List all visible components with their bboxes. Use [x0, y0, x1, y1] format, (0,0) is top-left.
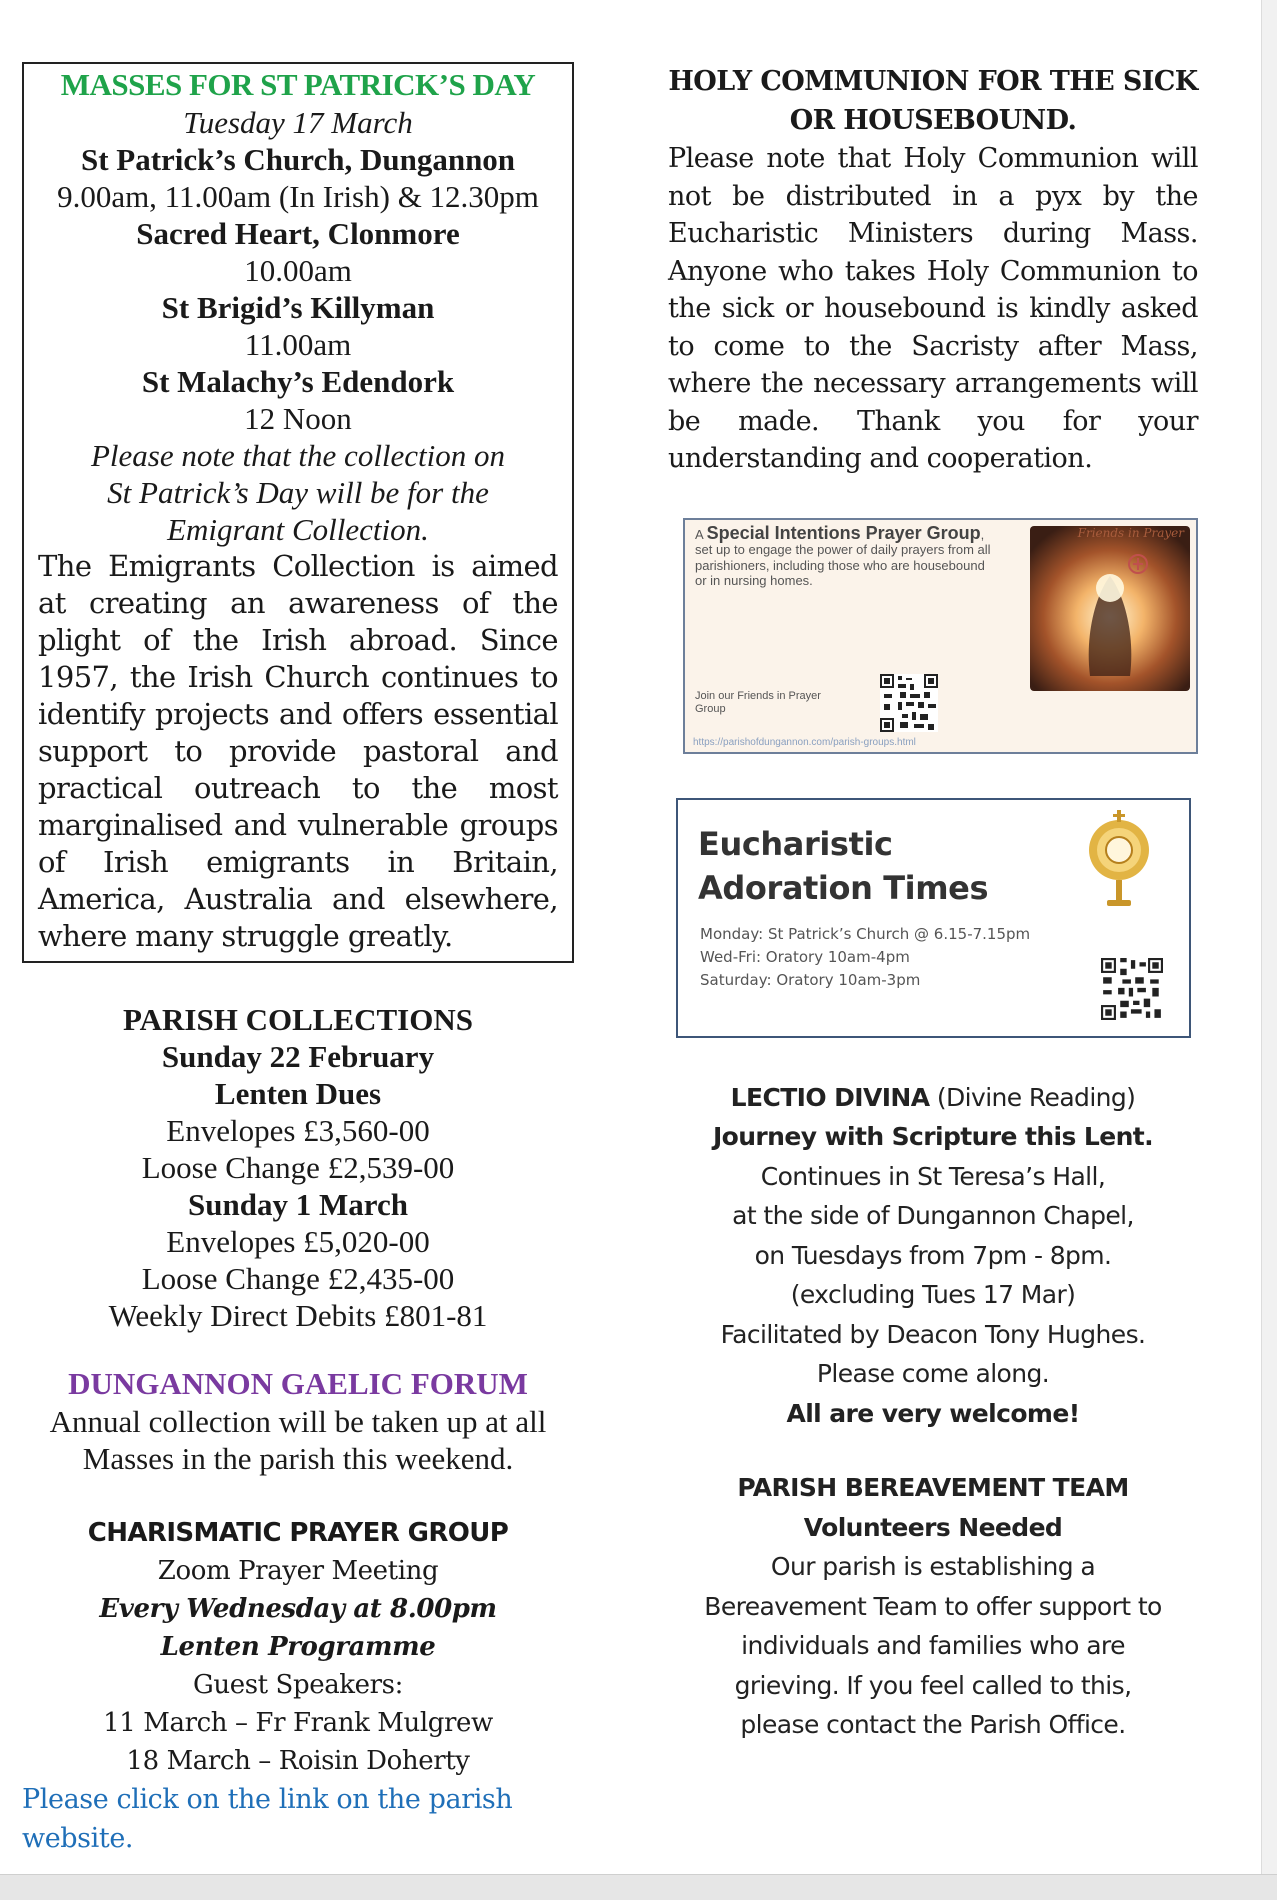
gaelic-forum-text: Masses in the parish this weekend.	[82, 1441, 514, 1476]
prayer-group-poster	[683, 518, 1198, 754]
charismatic-speaker: 11 March – Fr Frank Mulgrew	[103, 1708, 493, 1738]
bereavement-subtitle: Volunteers Needed	[803, 1512, 1063, 1542]
lectio-title	[668, 1078, 1198, 1118]
adoration-saturday: Saturday: Oratory 10am-3pm	[700, 970, 921, 989]
lectio-line: (excluding Tues 17 Mar)	[790, 1280, 1076, 1309]
lectio-welcome: All are very welcome!	[786, 1398, 1080, 1428]
lectio-title-bold: LECTIO DIVINA	[730, 1082, 930, 1112]
church-times: 11.00am	[244, 327, 352, 362]
charismatic-speaker: 18 March – Roisin Doherty	[126, 1746, 470, 1776]
adoration-schedule	[700, 923, 1030, 992]
collections-loose-change: Loose Change £2,539-00	[141, 1150, 455, 1185]
parish-website-link[interactable]: Please click on the link on the parish website.	[22, 1784, 513, 1854]
church-times: 9.00am, 11.00am (In Irish) & 12.30pm	[57, 179, 539, 214]
lectio-line: at the side of Dungannon Chapel,	[732, 1201, 1134, 1230]
gaelic-forum-text: Annual collection will be taken up at all	[49, 1404, 547, 1439]
church-name: Sacred Heart, Clonmore	[136, 216, 460, 251]
friends-in-prayer-script: Friends in Prayer	[1077, 525, 1184, 540]
gaelic-forum-title: DUNGANNON GAELIC FORUM	[68, 1366, 528, 1401]
church-times: 12 Noon	[244, 401, 352, 436]
parish-collections	[22, 1001, 574, 1334]
masses-title: MASSES FOR ST PATRICK’S DAY	[60, 67, 536, 102]
lectio-divina	[668, 1078, 1198, 1745]
prayer-group-url[interactable]: https://parishofdungannon.com/parish-groups.html	[693, 736, 916, 748]
charismatic-programme: Lenten Programme	[160, 1632, 436, 1662]
lectio-line: Continues in St Teresa’s Hall,	[760, 1161, 1106, 1191]
adoration-wed-fri: Wed-Fri: Oratory 10am-4pm	[700, 947, 910, 966]
adoration-monday: Monday: St Patrick’s Church @ 6.15-7.15pm	[700, 924, 1031, 943]
eucharistic-adoration-poster	[676, 798, 1191, 1038]
lectio-line: Please come along.	[816, 1359, 1050, 1388]
st-patricks-masses-box	[22, 62, 574, 963]
prayer-group-title: Special Intentions Prayer Group	[706, 522, 981, 543]
prayer-group-lead: A	[695, 526, 703, 542]
join-prayer-group-text: Join our Friends in Prayer Group	[695, 689, 821, 715]
adoration-qr-code-icon[interactable]	[1101, 958, 1163, 1020]
vertical-scrollbar[interactable]	[1261, 0, 1277, 1900]
collections-date: Sunday 1 March	[188, 1187, 408, 1222]
adoration-title-line: Eucharistic	[698, 824, 893, 863]
collections-date: Sunday 22 February	[161, 1039, 435, 1074]
collection-note-line: Emigrant Collection.	[167, 512, 429, 547]
praying-hands-image	[1030, 526, 1190, 691]
emigrant-collection-text: The Emigrants Collection is aimed at creating an awareness of the plight of the Irish abroad. Since 1957, the Irish Church continues to identify projects and offers essential support to provide pastoral and practical outreach to the most marginalised and vulnerable groups of Irish emigrants in Britain, America, Australia and elsewhere, where many struggle greatly.	[38, 549, 558, 953]
monstrance-icon	[1079, 808, 1159, 912]
bottom-status-bar	[0, 1874, 1277, 1900]
masses-date: Tuesday 17 March	[183, 105, 413, 140]
bereavement-title: PARISH BEREAVEMENT TEAM	[737, 1473, 1129, 1502]
prayer-group-desc: , set up to engage the power of daily prayers from all parishioners, including those who are housebound or in nursing homes.	[695, 526, 991, 588]
church-times: 10.00am	[244, 253, 352, 288]
bereavement-line: individuals and families who are	[741, 1631, 1125, 1660]
lectio-line: on Tuesdays from 7pm - 8pm.	[754, 1240, 1112, 1270]
holy-communion-title: OR HOUSEBOUND.	[789, 105, 1077, 136]
collections-envelopes: Envelopes £5,020-00	[166, 1224, 430, 1259]
prayer-group-description	[695, 522, 995, 589]
lectio-title-rest: (Divine Reading)	[929, 1082, 1136, 1112]
bereavement-line: Bereavement Team to offer support to	[704, 1591, 1162, 1621]
charismatic-prayer-group	[22, 1514, 574, 1858]
collection-note-line: Please note that the collection on	[90, 438, 506, 473]
adoration-title	[698, 822, 988, 910]
church-name: St Brigid’s Killyman	[161, 290, 435, 325]
holy-communion-text: Please note that Holy Communion will not be distributed in a pyx by the Eucharistic Ministers during Mass. Anyone who takes Holy Communion to the sick or housebound is kindly asked to come to the Sacristy after Mass, where the necessary arrangements will be made. Thank you for your understanding and cooperation.	[668, 143, 1198, 474]
holy-communion-title: HOLY COMMUNION FOR THE SICK	[668, 66, 1198, 97]
collection-note-line: St Patrick’s Day will be for the	[107, 475, 489, 510]
left-column	[22, 62, 574, 1858]
church-name: St Malachy’s Edendork	[141, 364, 455, 399]
collections-loose-change: Loose Change £2,435-00	[141, 1261, 455, 1296]
collections-subtitle: Lenten Dues	[214, 1076, 382, 1111]
church-name: St Patrick’s Church, Dungannon	[80, 142, 516, 177]
charismatic-title: CHARISMATIC PRAYER GROUP	[87, 1518, 509, 1548]
charismatic-when: Every Wednesday at 8.00pm	[99, 1594, 497, 1624]
collections-direct-debits: Weekly Direct Debits £801-81	[108, 1298, 488, 1333]
gaelic-forum	[22, 1365, 574, 1477]
prayer-group-qr-code-icon[interactable]	[880, 674, 938, 732]
lectio-line: Facilitated by Deacon Tony Hughes.	[720, 1319, 1146, 1349]
bereavement-line: grieving. If you feel called to this,	[734, 1670, 1132, 1700]
right-column	[668, 62, 1198, 1745]
bereavement-line: Our parish is establishing a	[770, 1552, 1096, 1581]
collections-envelopes: Envelopes £3,560-00	[166, 1113, 430, 1148]
collections-title: PARISH COLLECTIONS	[123, 1002, 473, 1037]
bereavement-line: please contact the Parish Office.	[740, 1710, 1126, 1739]
charismatic-speakers-label: Guest Speakers:	[193, 1670, 403, 1700]
adoration-title-line: Adoration Times	[698, 868, 989, 907]
lectio-journey: Journey with Scripture this Lent.	[712, 1122, 1154, 1151]
charismatic-meeting: Zoom Prayer Meeting	[157, 1556, 439, 1586]
